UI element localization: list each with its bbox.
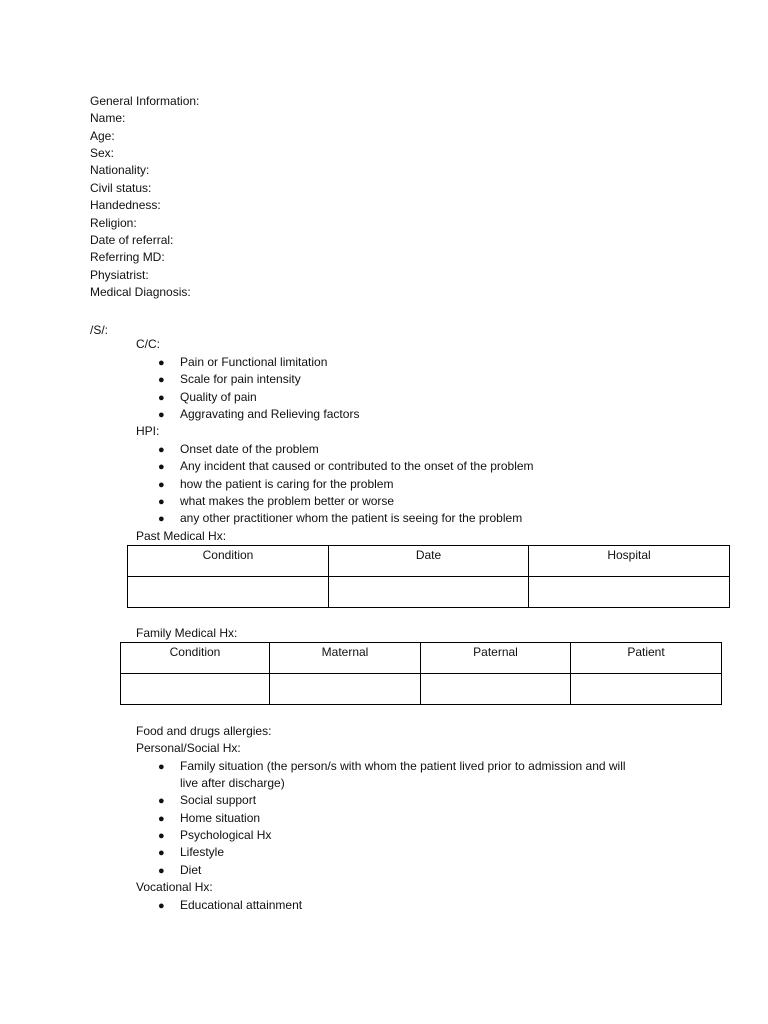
- table-cell[interactable]: [329, 577, 529, 608]
- bullet-icon: ●: [158, 392, 165, 404]
- table-header-cell: Maternal: [270, 643, 421, 674]
- personal-item: Family situation (the person/s with whom the patient lived prior to admission and will: [180, 759, 626, 773]
- table-cell[interactable]: [270, 674, 421, 705]
- personal-item: Diet: [180, 863, 202, 877]
- field-nationality: Nationality:: [90, 163, 150, 177]
- list-item: [158, 389, 257, 407]
- table-header-cell: Patient: [571, 643, 722, 674]
- list-item: [158, 458, 534, 476]
- list-item: [158, 406, 359, 424]
- hpi-item: any other practitioner whom the patient is seeing for the problem: [180, 511, 523, 525]
- family-medical-hx-table: [120, 642, 722, 705]
- allergies-label: Food and drugs allergies:: [136, 724, 272, 738]
- personal-item: Lifestyle: [180, 845, 225, 859]
- field-name: Name:: [90, 111, 126, 125]
- field-referring-md: Referring MD:: [90, 250, 165, 264]
- personal-item: Social support: [180, 793, 257, 807]
- list-item: [158, 758, 626, 776]
- table-cell[interactable]: [421, 674, 571, 705]
- personal-social-hx-label: Personal/Social Hx:: [136, 741, 241, 755]
- cc-item: Aggravating and Relieving factors: [180, 407, 360, 421]
- bullet-icon: ●: [158, 479, 165, 491]
- table-cell[interactable]: [128, 577, 329, 608]
- bullet-icon: ●: [158, 830, 165, 842]
- table-header-row: [121, 643, 722, 674]
- list-item: [158, 493, 394, 511]
- list-item: [158, 371, 301, 389]
- bullet-icon: ●: [158, 513, 165, 525]
- table-cell[interactable]: [571, 674, 722, 705]
- cc-item: Scale for pain intensity: [180, 372, 301, 386]
- hpi-item: how the patient is caring for the problem: [180, 477, 394, 491]
- field-age: Age:: [90, 129, 115, 143]
- cc-item: Quality of pain: [180, 390, 257, 404]
- personal-item: Psychological Hx: [180, 828, 272, 842]
- general-info-heading: General Information:: [90, 94, 200, 108]
- list-item: [158, 810, 260, 828]
- hpi-item: Onset date of the problem: [180, 442, 319, 456]
- family-medical-hx-label: Family Medical Hx:: [136, 626, 238, 640]
- table-row: [121, 674, 722, 705]
- vocational-item: Educational attainment: [180, 898, 303, 912]
- past-medical-hx-table: [127, 545, 730, 608]
- list-item: [158, 354, 327, 372]
- field-sex: Sex:: [90, 146, 115, 160]
- bullet-icon: ●: [158, 357, 165, 369]
- list-item: [158, 441, 319, 459]
- table-header-cell: Condition: [121, 643, 270, 674]
- table-header-cell: Condition: [128, 546, 329, 577]
- list-item: [158, 897, 302, 915]
- bullet-icon: ●: [158, 444, 165, 456]
- bullet-icon: ●: [158, 496, 165, 508]
- bullet-icon: ●: [158, 461, 165, 473]
- hpi-item: what makes the problem better or worse: [180, 494, 395, 508]
- bullet-icon: ●: [158, 761, 165, 773]
- personal-item: Home situation: [180, 811, 261, 825]
- personal-item-continuation: live after discharge): [180, 776, 285, 790]
- list-item: [158, 844, 224, 862]
- field-date-of-referral: Date of referral:: [90, 233, 174, 247]
- field-medical-diagnosis: Medical Diagnosis:: [90, 285, 191, 299]
- table-cell[interactable]: [121, 674, 270, 705]
- table-header-cell: Date: [329, 546, 529, 577]
- bullet-icon: ●: [158, 374, 165, 386]
- hpi-item: Any incident that caused or contributed to the onset of the problem: [180, 459, 534, 473]
- field-civil-status: Civil status:: [90, 181, 152, 195]
- subjective-label: /S/:: [90, 323, 109, 337]
- list-item: [158, 510, 522, 528]
- bullet-icon: ●: [158, 813, 165, 825]
- cc-item: Pain or Functional limitation: [180, 355, 328, 369]
- hpi-label: HPI:: [136, 424, 160, 438]
- list-item: [158, 476, 393, 494]
- bullet-icon: ●: [158, 847, 165, 859]
- bullet-icon: ●: [158, 900, 165, 912]
- field-religion: Religion:: [90, 216, 137, 230]
- field-handedness: Handedness:: [90, 198, 161, 212]
- list-item: [158, 827, 271, 845]
- cc-label: C/C:: [136, 337, 160, 351]
- past-medical-hx-label: Past Medical Hx:: [136, 529, 227, 543]
- vocational-hx-label: Vocational Hx:: [136, 880, 213, 894]
- table-cell[interactable]: [529, 577, 730, 608]
- field-physiatrist: Physiatrist:: [90, 268, 149, 282]
- bullet-icon: ●: [158, 409, 165, 421]
- table-header-cell: Paternal: [421, 643, 571, 674]
- list-item: [158, 862, 201, 880]
- list-item: [158, 792, 256, 810]
- table-header-cell: Hospital: [529, 546, 730, 577]
- table-header-row: [128, 546, 730, 577]
- table-row: [128, 577, 730, 608]
- bullet-icon: ●: [158, 795, 165, 807]
- bullet-icon: ●: [158, 865, 165, 877]
